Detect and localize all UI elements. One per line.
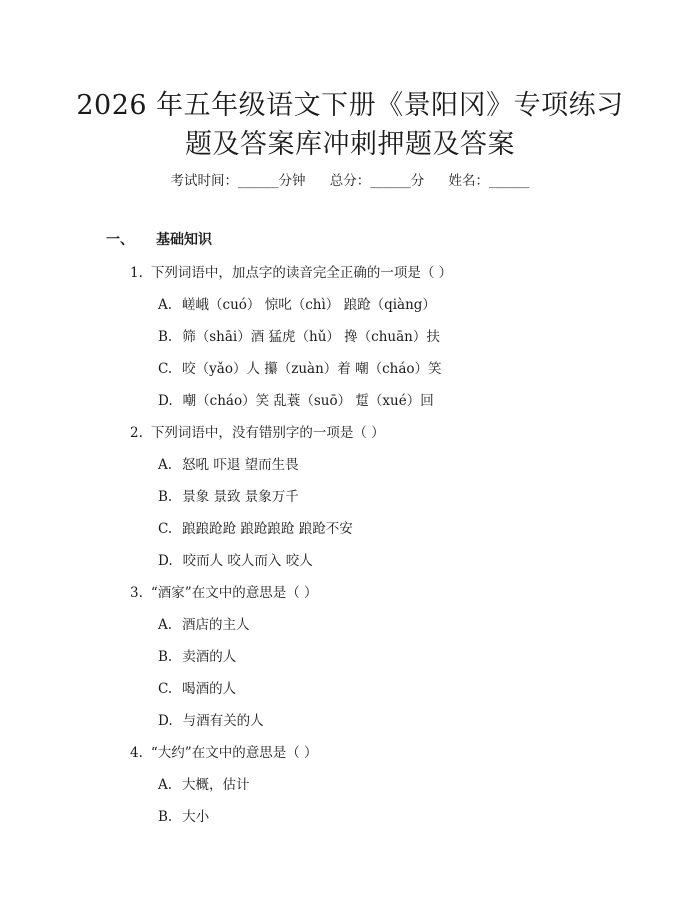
total-score-field: 总分：______分 — [329, 173, 425, 189]
option-letter: A. — [158, 617, 173, 633]
question-2-option-b — [158, 485, 299, 505]
section-title: 基础知识 — [156, 232, 212, 248]
question-4-option-b — [158, 805, 209, 825]
option-letter: B. — [158, 649, 173, 665]
option-letter: B. — [158, 329, 173, 345]
question-3-option-b — [158, 645, 236, 665]
option-letter: D. — [158, 713, 173, 729]
exam-time-field: 考试时间：______分钟 — [170, 173, 306, 189]
option-text: 咬而人 咬人而入 咬人 — [182, 553, 313, 569]
section-heading — [106, 229, 212, 249]
question-2 — [130, 421, 385, 441]
question-1-option-b — [158, 325, 440, 345]
question-number: 2. — [130, 425, 143, 441]
option-letter: A. — [158, 297, 173, 313]
question-number: 4. — [130, 745, 143, 761]
option-letter: A. — [158, 457, 173, 473]
option-letter: C. — [158, 681, 173, 697]
question-2-option-a — [158, 453, 299, 473]
option-text: 酒店的主人 — [182, 617, 250, 633]
question-4-option-a — [158, 773, 250, 793]
question-3 — [130, 581, 318, 601]
option-text: 大小 — [182, 809, 210, 825]
question-1-option-a — [158, 293, 436, 313]
option-text: 大概，估计 — [182, 777, 250, 793]
question-3-option-c — [158, 677, 236, 697]
option-text: 与酒有关的人 — [182, 713, 264, 729]
question-1 — [130, 261, 452, 281]
option-text: 筛（shāi）酒 猛虎（hǔ） 搀（chuān）扶 — [182, 329, 440, 345]
option-letter: A. — [158, 777, 173, 793]
option-text: 嘲（cháo）笑 乱蓑（suō） 踅（xué）回 — [182, 393, 434, 409]
question-number: 1. — [130, 265, 143, 281]
question-text: 下列词语中，没有错别字的一项是（ ） — [150, 425, 385, 441]
student-name-field: 姓名：______ — [448, 173, 530, 189]
option-text: 嵯峨（cuó） 惊叱（chì） 踉跄（qiàng） — [182, 297, 436, 313]
option-letter: C. — [158, 521, 173, 537]
option-text: 怒吼 吓退 望而生畏 — [182, 457, 299, 473]
option-letter: D. — [158, 553, 173, 569]
question-2-option-c — [158, 517, 353, 537]
page-title-line-1: 2026 年五年级语文下册《景阳冈》专项练习 — [76, 90, 624, 121]
question-text: “酒家”在文中的意思是（ ） — [150, 585, 318, 601]
question-number: 3. — [130, 585, 143, 601]
option-text: 景象 景致 景象万千 — [182, 489, 299, 505]
question-3-option-d — [158, 709, 264, 729]
option-letter: B. — [158, 489, 173, 505]
page-title-line-2: 题及答案库冲刺押题及答案 — [185, 129, 515, 160]
question-2-option-d — [158, 549, 313, 569]
option-text: 卖酒的人 — [182, 649, 237, 665]
option-text: 喝酒的人 — [182, 681, 237, 697]
option-letter: C. — [158, 361, 173, 377]
question-text: “大约”在文中的意思是（ ） — [150, 745, 318, 761]
question-3-option-a — [158, 613, 250, 633]
question-1-option-d — [158, 389, 434, 409]
question-4 — [130, 741, 318, 761]
exam-info-row — [0, 169, 700, 189]
option-text: 咬（yǎo）人 攥（zuàn）着 嘲（cháo）笑 — [182, 361, 442, 377]
option-letter: B. — [158, 809, 173, 825]
option-text: 踉踉跄跄 踉跄踉跄 踉跄不安 — [182, 521, 353, 537]
option-letter: D. — [158, 393, 173, 409]
section-number: 一、 — [106, 232, 134, 248]
question-1-option-c — [158, 357, 442, 377]
question-text: 下列词语中，加点字的读音完全正确的一项是（ ） — [150, 265, 453, 281]
